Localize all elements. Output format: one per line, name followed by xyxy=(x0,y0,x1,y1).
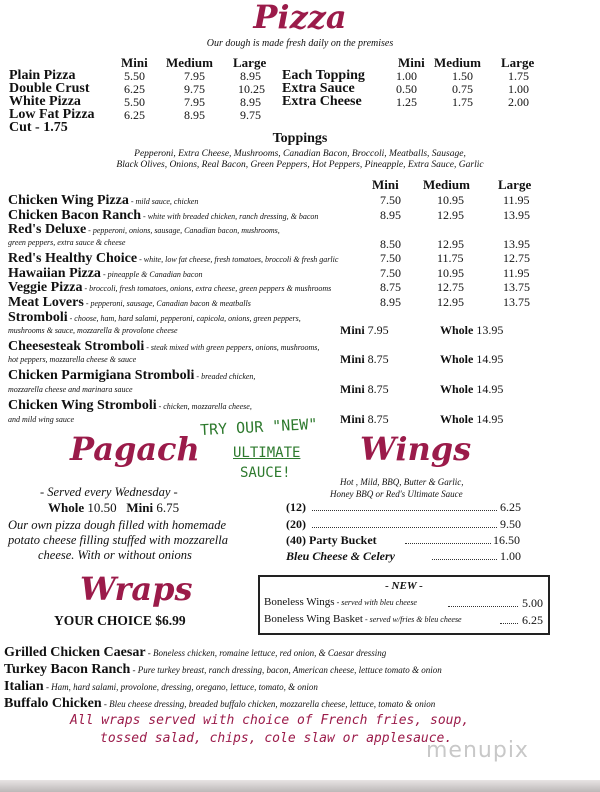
wrap-item xyxy=(4,660,442,678)
pagach-desc-2: potato cheese filling stuffed with mozzarella xyxy=(8,533,229,547)
specialty-item-large: 11.95 xyxy=(503,193,530,207)
wings-item-price: 1.00 xyxy=(500,549,521,563)
wings-dot-leader xyxy=(432,549,497,560)
specialty-item-name: Hawaiian Pizza xyxy=(8,266,101,281)
handwritten-note-line-2: ULTIMATE xyxy=(233,445,301,461)
stromboli-item xyxy=(8,396,252,414)
specialty-item-desc: - pepperoni, sausage, Canadian bacon & meatballs xyxy=(83,299,251,308)
stromboli-item-desc: - steak mixed with green peppers, onions, mushrooms, xyxy=(144,343,320,352)
wings-item-price: 9.50 xyxy=(500,517,521,531)
wraps-note-2: tossed salad, chips, cole slaw or applesauce. xyxy=(100,731,453,746)
wings-item-price: 6.25 xyxy=(500,500,521,514)
specialty-item-name: Meat Lovers xyxy=(8,295,84,310)
pagach-mini-label: Mini xyxy=(126,500,154,515)
extra-item-name: Extra Cheese xyxy=(282,94,362,109)
stromboli-mini-label: Mini xyxy=(340,323,365,337)
stromboli-mini-price: 8.75 xyxy=(367,382,389,396)
pizza-item-name: Double Crust xyxy=(9,81,90,96)
stromboli-item-desc-2: mushrooms & sauce, mozzarella & provolone cheese xyxy=(8,326,178,335)
pizza-item-medium: 7.95 xyxy=(184,69,205,83)
pizza-item-mini: 6.25 xyxy=(124,108,145,122)
wrap-item-desc: - Boneless chicken, romaine lettuce, red onion, & Caesar dressing xyxy=(145,648,387,658)
stromboli-item-desc: - chicken, mozzarella cheese, xyxy=(156,402,252,411)
new-box-title: - NEW - xyxy=(385,580,423,592)
stromboli-whole-price: 13.95 xyxy=(476,323,504,337)
stromboli-whole-price: 14.95 xyxy=(476,382,504,396)
stromboli-mini-price: 7.95 xyxy=(367,323,389,337)
stromboli-whole-label: Whole xyxy=(440,382,474,396)
specialty-item-name: Chicken Bacon Ranch xyxy=(8,208,142,223)
pizza-item-medium: 7.95 xyxy=(184,95,205,109)
pizza-item-mini: 5.50 xyxy=(124,95,145,109)
stromboli-mini-price: 8.75 xyxy=(367,412,389,426)
stromboli-item-desc-2: hot peppers, mozzarella cheese & sauce xyxy=(8,355,137,364)
new-dot-leader xyxy=(500,613,518,624)
pagach-desc-3: cheese. With or without onions xyxy=(38,548,192,562)
stromboli-item-desc-2: mozzarella cheese and marinara sauce xyxy=(8,385,133,394)
specialty-item-medium: 11.75 xyxy=(437,251,464,265)
new-item xyxy=(264,596,417,608)
wrap-item-desc: - Ham, hard salami, provolone, dressing, oregano, lettuce, tomato, & onion xyxy=(43,682,318,692)
specialty-item-mini: 7.50 xyxy=(380,251,401,265)
new-dot-leader xyxy=(448,596,518,607)
stromboli-mini-label: Mini xyxy=(340,382,365,396)
wrap-item xyxy=(4,694,435,712)
specialty-item-medium: 12.95 xyxy=(437,208,464,222)
wings-item-name: (12) xyxy=(286,500,306,514)
wings-item-name: (20) xyxy=(286,517,306,531)
toppings-line-1: Pepperoni, Extra Cheese, Mushrooms, Canadian Bacon, Broccoli, Meatballs, Sausage, xyxy=(134,149,466,159)
specialty-item-desc: - broccoli, fresh tomatoes, onions, extra cheese, green peppers & mushrooms xyxy=(82,284,332,293)
specialty-header-large: Large xyxy=(498,177,532,192)
stromboli-item xyxy=(8,337,319,355)
specialty-item-mini: 8.50 xyxy=(380,237,401,251)
extra-item-mini: 1.25 xyxy=(396,95,417,109)
wings-dot-leader xyxy=(312,517,497,528)
wings-dot-leader xyxy=(405,533,491,544)
extra-item-mini: 1.00 xyxy=(396,69,417,83)
wings-item-price: 16.50 xyxy=(493,533,520,547)
pizza-title: Pizza xyxy=(253,0,347,36)
pizza-item-name: Plain Pizza xyxy=(9,68,76,83)
extras-header-mini: Mini xyxy=(398,55,425,70)
specialty-item-name: Red's Deluxe xyxy=(8,222,87,237)
new-item-desc: - served with bleu cheese xyxy=(334,598,417,607)
stromboli-item-desc: - choose, ham, hard salami, pepperoni, capicola, onions, green peppers, xyxy=(67,314,301,323)
pagach-served: - Served every Wednesday - xyxy=(40,485,178,499)
pizza-cut: Cut - 1.75 xyxy=(9,120,68,135)
wraps-note-1: All wraps served with choice of French fries, soup, xyxy=(70,713,470,728)
specialty-item-desc: - mild sauce, chicken xyxy=(128,197,199,206)
specialty-item-large: 13.95 xyxy=(503,208,530,222)
pizza-item-mini: 6.25 xyxy=(124,82,145,96)
wings-flavors-1: Hot , Mild, BBQ, Butter & Garlic, xyxy=(340,477,464,487)
pizza-subtitle: Our dough is made fresh daily on the premises xyxy=(206,38,394,49)
wrap-item-desc: - Bleu cheese dressing, breaded buffalo chicken, mozzarella cheese, lettuce, tomato & onion xyxy=(101,699,436,709)
specialty-item xyxy=(8,220,280,238)
specialty-header-medium: Medium xyxy=(423,177,470,192)
specialty-item-mini: 8.95 xyxy=(380,208,401,222)
specialty-item-large: 12.75 xyxy=(503,251,530,265)
extras-header-medium: Medium xyxy=(434,55,481,70)
specialty-item-mini: 8.95 xyxy=(380,295,401,309)
stromboli-item-name: Chicken Parmigiana Stromboli xyxy=(8,368,195,383)
wraps-title: Wraps xyxy=(80,570,193,608)
page-edge-shadow xyxy=(0,780,600,792)
stromboli-item-name: Cheesesteak Stromboli xyxy=(8,339,145,354)
new-item-price: 6.25 xyxy=(522,613,543,627)
stromboli-whole-price: 14.95 xyxy=(476,352,504,366)
wings-flavors-2: Honey BBQ or Red's Ultimate Sauce xyxy=(330,489,463,499)
specialty-item-medium: 10.95 xyxy=(437,266,464,280)
pagach-mini-price: 6.75 xyxy=(156,500,180,515)
stromboli-whole-label: Whole xyxy=(440,352,474,366)
stromboli-item-name: Stromboli xyxy=(8,310,68,325)
wraps-choice: YOUR CHOICE $6.99 xyxy=(54,613,186,628)
pagach-desc-1: Our own pizza dough filled with homemade xyxy=(8,518,227,532)
stromboli-item xyxy=(8,366,255,384)
pizza-header-large: Large xyxy=(233,55,267,70)
specialty-item-desc-2: green peppers, extra sauce & cheese xyxy=(8,238,126,247)
extra-item-name: Each Topping xyxy=(282,68,365,83)
specialty-item-name: Red's Healthy Choice xyxy=(8,251,138,266)
new-item-name: Boneless Wings xyxy=(264,596,335,608)
specialty-item-desc: - white, low fat cheese, fresh tomatoes, broccoli & fresh garlic xyxy=(137,255,339,264)
handwritten-note-line-3: SAUCE! xyxy=(240,465,291,481)
stromboli-mini-price: 8.75 xyxy=(367,352,389,366)
extras-header-large: Large xyxy=(501,55,535,70)
new-item-desc: - served w/fries & bleu cheese xyxy=(362,615,462,624)
stromboli-item-desc-2: and mild wing sauce xyxy=(8,415,74,424)
pizza-item-large: 8.95 xyxy=(240,69,261,83)
specialty-item-large: 13.75 xyxy=(503,280,530,294)
pagach-whole-price: 10.50 xyxy=(87,500,117,515)
specialty-item-medium: 12.75 xyxy=(437,280,464,294)
specialty-item-medium: 12.95 xyxy=(437,295,464,309)
pizza-item-mini: 5.50 xyxy=(124,69,145,83)
specialty-item-large: 13.75 xyxy=(503,295,530,309)
specialty-item-medium: 12.95 xyxy=(437,237,464,251)
stromboli-whole-label: Whole xyxy=(440,323,474,337)
extra-item-large: 1.75 xyxy=(508,69,529,83)
wrap-item-name: Italian xyxy=(4,679,44,694)
wrap-item-name: Turkey Bacon Ranch xyxy=(4,662,131,677)
new-item-price: 5.00 xyxy=(522,596,543,610)
wings-item-name: Bleu Cheese & Celery xyxy=(286,549,395,563)
wrap-item xyxy=(4,677,318,695)
extra-item-large: 2.00 xyxy=(508,95,529,109)
specialty-item-large: 11.95 xyxy=(503,266,530,280)
specialty-item-mini: 7.50 xyxy=(380,266,401,280)
specialty-item-mini: 7.50 xyxy=(380,193,401,207)
extra-item-name: Extra Sauce xyxy=(282,81,355,96)
pizza-item-large: 10.25 xyxy=(238,82,265,96)
specialty-item-desc: - pepperoni, onions, sausage, Canadian bacon, mushrooms, xyxy=(86,226,280,235)
handwritten-note-line-1: TRY OUR "NEW" xyxy=(199,414,318,440)
pizza-header-medium: Medium xyxy=(166,55,213,70)
specialty-item-desc: - white with breaded chicken, ranch dressing, & bacon xyxy=(141,212,319,221)
extra-item-mini: 0.50 xyxy=(396,82,417,96)
pagach-title: Pagach xyxy=(70,430,200,468)
extra-item-medium: 1.75 xyxy=(452,95,473,109)
specialty-item-name: Chicken Wing Pizza xyxy=(8,193,129,208)
wings-item-name: (40) Party Bucket xyxy=(286,533,377,547)
extra-item-large: 1.00 xyxy=(508,82,529,96)
pizza-item-large: 8.95 xyxy=(240,95,261,109)
wrap-item-desc: - Pure turkey breast, ranch dressing, bacon, American cheese, lettuce tomato & onion xyxy=(130,665,442,675)
stromboli-item-name: Chicken Wing Stromboli xyxy=(8,398,157,413)
specialty-item-mini: 8.75 xyxy=(380,280,401,294)
stromboli-mini-label: Mini xyxy=(340,412,365,426)
stromboli-whole-label: Whole xyxy=(440,412,474,426)
pizza-header-mini: Mini xyxy=(121,55,148,70)
pizza-item-medium: 9.75 xyxy=(184,82,205,96)
specialty-item-name: Veggie Pizza xyxy=(8,280,83,295)
specialty-item-large: 13.95 xyxy=(503,237,530,251)
stromboli-item xyxy=(8,308,301,326)
stromboli-mini-label: Mini xyxy=(340,352,365,366)
specialty-item-medium: 10.95 xyxy=(437,193,464,207)
wings-dot-leader xyxy=(312,500,497,511)
wings-title: Wings xyxy=(360,430,472,468)
wrap-item-name: Buffalo Chicken xyxy=(4,696,102,711)
watermark-logo: menupix xyxy=(426,738,529,763)
extra-item-medium: 0.75 xyxy=(452,82,473,96)
pagach-whole-label: Whole xyxy=(48,500,85,515)
extra-item-medium: 1.50 xyxy=(452,69,473,83)
toppings-line-2: Black Olives, Onions, Real Bacon, Green Peppers, Hot Peppers, Pineapple, Extra Sauce, Garlic xyxy=(116,160,484,170)
wrap-item-name: Grilled Chicken Caesar xyxy=(4,645,146,660)
pizza-item-name: Low Fat Pizza xyxy=(9,107,95,122)
pizza-item-large: 9.75 xyxy=(240,108,261,122)
specialty-header-mini: Mini xyxy=(372,177,399,192)
pizza-item-medium: 8.95 xyxy=(184,108,205,122)
new-item xyxy=(264,613,462,625)
stromboli-whole-price: 14.95 xyxy=(476,412,504,426)
wrap-item xyxy=(4,643,386,661)
new-item-name: Boneless Wing Basket xyxy=(264,613,363,625)
specialty-item-desc: - pineapple & Canadian bacon xyxy=(100,270,203,279)
stromboli-item-desc: - breaded chicken, xyxy=(194,372,256,381)
pizza-item-name: White Pizza xyxy=(9,94,81,109)
toppings-title: Toppings xyxy=(272,131,328,146)
